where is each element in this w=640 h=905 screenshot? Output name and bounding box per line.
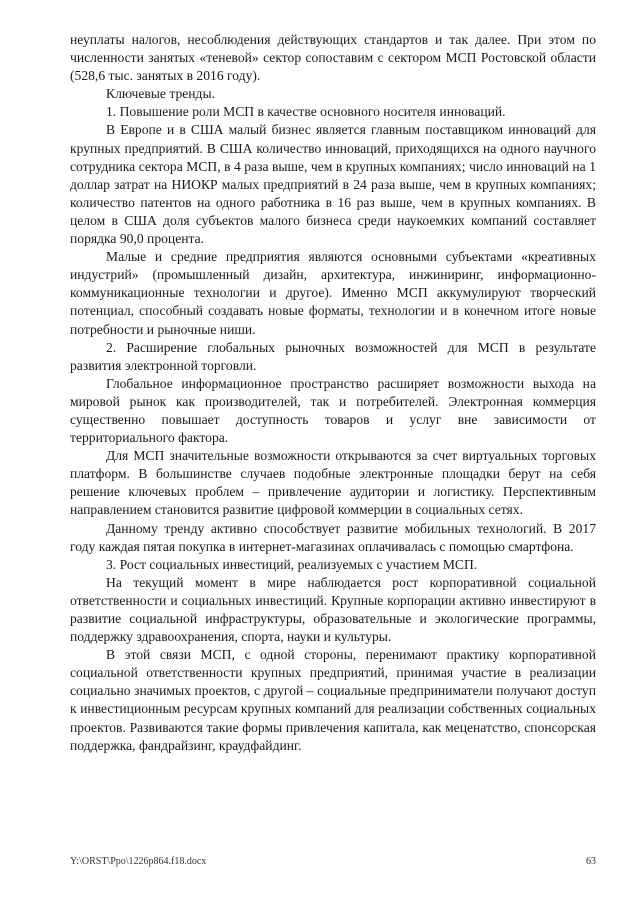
paragraph-global-information-space: Глобальное информационное пространство расширяет возможности выхода на мировой рынок как производителей, так и потребителей. Электронная коммерция существенно повышает доступность товаров и услуг вне зависимости от территориального фактора. bbox=[70, 375, 596, 446]
document-body bbox=[70, 31, 596, 755]
paragraph-corporate-social-responsibility: На текущий момент в мире наблюдается рост корпоративной социальной ответственности и социальных инвестиций. Крупные корпорации активно инвестируют в развитие социальной инфраструктуры, образовательные и экологические программы, поддержку здравоохранения, спорта, науки и культуры. bbox=[70, 574, 596, 645]
paragraph-trend-3-heading: 3. Рост социальных инвестиций, реализуемых с участием МСП. bbox=[106, 556, 478, 572]
paragraph-virtual-platforms: Для МСП значительные возможности открываются за счет виртуальных торговых платформ. В большинстве случаев подобные электронные площадки берут на себя решение ключевых проблем – привлечение аудитории и логистику. Перспективным направлением становится развитие цифровой коммерции в социальных сетях. bbox=[70, 448, 596, 518]
paragraph-continuation: неуплаты налогов, несоблюдения действующих стандартов и так далее. При этом по численности занятых «теневой» сектор сопоставим с сектором МСП Ростовской области (528,6 тыс. занятых в 2016 году). bbox=[70, 32, 596, 84]
page-number: 63 bbox=[586, 856, 596, 867]
paragraph-europe-usa-innovation: В Европе и в США малый бизнес является главным поставщиком инноваций для крупных предприятий. В США количество инноваций, приходящихся на одного научного сотрудника сектора МСП, в 4 раза выше, чем в крупных компаниях; число инноваций на 1 доллар затрат на НИОКР малых предприятий в 24 раза выше, чем в крупных компаниях; количество патентов на одного работника в 16 раз выше, чем в крупных компаниях. В целом в США доля субъектов малого бизнеса среди наукоемких компаний составляет порядка 90,0 процента. bbox=[70, 122, 596, 247]
paragraph-social-entrepreneurs: В этой связи МСП, с одной стороны, перенимают практику корпоративной социальной ответственности крупных предприятий, принимая участие в реализации социально значимых проектов, с другой – социальные предприниматели получают доступ к инвестиционным ресурсам крупных компаний для реализации собственных социальных проектов. Развиваются такие формы привлечения капитала, как меценатство, спонсорская поддержка, фандрайзинг, краудфайдинг. bbox=[70, 647, 596, 753]
footer-file-path: Y:\ORST\Ppo\1226p864.f18.docx bbox=[70, 856, 207, 867]
paragraph-key-trends-heading: Ключевые тренды. bbox=[106, 86, 216, 102]
paragraph-mobile-technologies: Данному тренду активно способствует развитие мобильных технологий. В 2017 году каждая пятая покупка в интернет-магазинах оплачивалась с помощью смартфона. bbox=[70, 520, 596, 554]
paragraph-trend-1-heading: 1. Повышение роли МСП в качестве основного носителя инноваций. bbox=[106, 104, 506, 120]
paragraph-creative-industries: Малые и средние предприятия являются основными субъектами «креативных индустрий» (промышленный дизайн, архитектура, инжиниринг, информационно-коммуникационные технологии и другое). Именно МСП аккумулируют творческий потенциал, способный создавать новые форматы, технологии и в конечном итоге новые потребности и рыночные ниши. bbox=[70, 249, 596, 337]
paragraph-trend-2-heading: 2. Расширение глобальных рыночных возможностей для МСП в результате развития электронной торговли. bbox=[70, 339, 596, 373]
